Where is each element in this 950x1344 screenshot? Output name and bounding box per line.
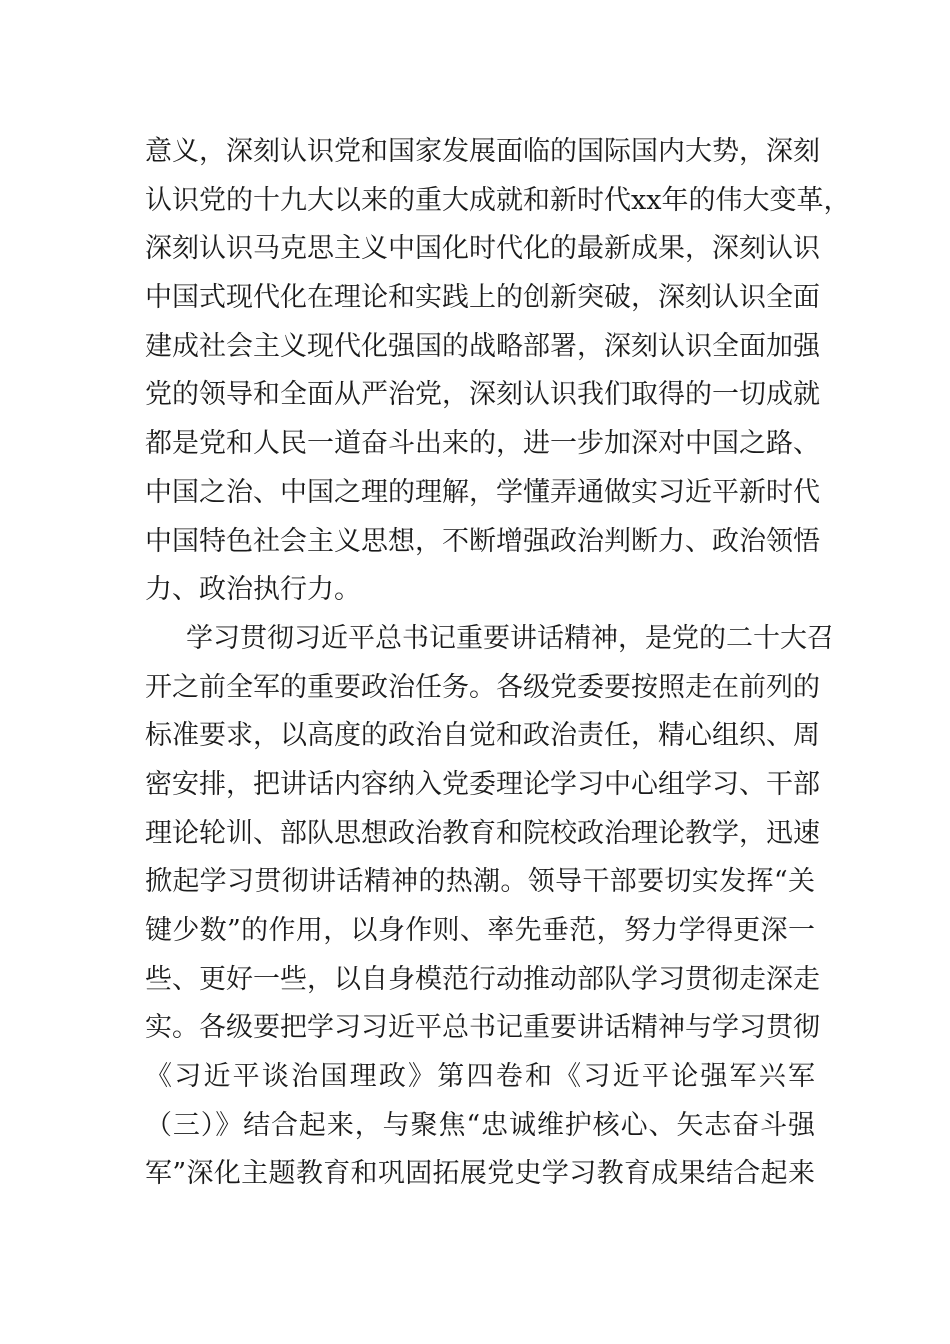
paragraph-line: 密安排，把讲话内容纳入党委理论学习中心组学习、干部 — [145, 768, 820, 800]
paragraph-line: 标准要求，以高度的政治自觉和政治责任，精心组织、周 — [145, 720, 820, 752]
paragraph-line: 《习近平谈治国理政》第四卷和《习近平论强军兴军 — [145, 1061, 815, 1093]
paragraph-line: 深刻认识马克思主义中国化时代化的最新成果，深刻认识 — [145, 233, 820, 265]
paragraph-line: （三）》结合起来，与聚焦“忠诚维护核心、矢志奋斗强 — [145, 1109, 815, 1141]
paragraph-line: 理论轮训、部队思想政治教育和院校政治理论教学，迅速 — [145, 817, 820, 849]
paragraph-line: 中国式现代化在理论和实践上的创新突破，深刻认识全面 — [145, 282, 820, 314]
paragraph-line: 开之前全军的重要政治任务。各级党委要按照走在前列的 — [145, 671, 820, 703]
paragraph-line: 中国特色社会主义思想，不断增强政治判断力、政治领悟 — [145, 525, 820, 557]
document-body — [145, 128, 851, 1199]
paragraph-line: 党的领导和全面从严治党，深刻认识我们取得的一切成就 — [145, 379, 820, 411]
paragraph-line: 掀起学习贯彻讲话精神的热潮。领导干部要切实发挥“关 — [145, 866, 815, 898]
paragraph-line-first: 学习贯彻习近平总书记重要讲话精神，是党的二十大召 — [186, 622, 834, 654]
paragraph-1 — [145, 128, 851, 615]
paragraph-2 — [145, 615, 834, 1199]
paragraph-line: 意义，深刻认识党和国家发展面临的国际国内大势，深刻 — [145, 136, 820, 167]
paragraph-line: 中国之治、中国之理的理解，学懂弄通做实习近平新时代 — [145, 476, 820, 508]
paragraph-line: 键少数”的作用，以身作则、率先垂范，努力学得更深一 — [145, 915, 815, 946]
paragraph-line: 建成社会主义现代化强国的战略部署，深刻认识全面加强 — [145, 330, 820, 362]
paragraph-line-last: 力、政治执行力。 — [145, 574, 361, 606]
paragraph-line: 都是党和人民一道奋斗出来的，进一步加深对中国之路、 — [145, 428, 820, 460]
paragraph-line: 些、更好一些，以自身模范行动推动部队学习贯彻走深走 — [145, 963, 820, 995]
paragraph-line: 实。各级要把学习习近平总书记重要讲话精神与学习贯彻 — [145, 1012, 820, 1044]
paragraph-line: 军”深化主题教育和巩固拓展党史学习教育成果结合起来 — [145, 1158, 815, 1190]
paragraph-line: 认识党的十九大以来的重大成就和新时代xx年的伟大变革， — [145, 184, 851, 216]
